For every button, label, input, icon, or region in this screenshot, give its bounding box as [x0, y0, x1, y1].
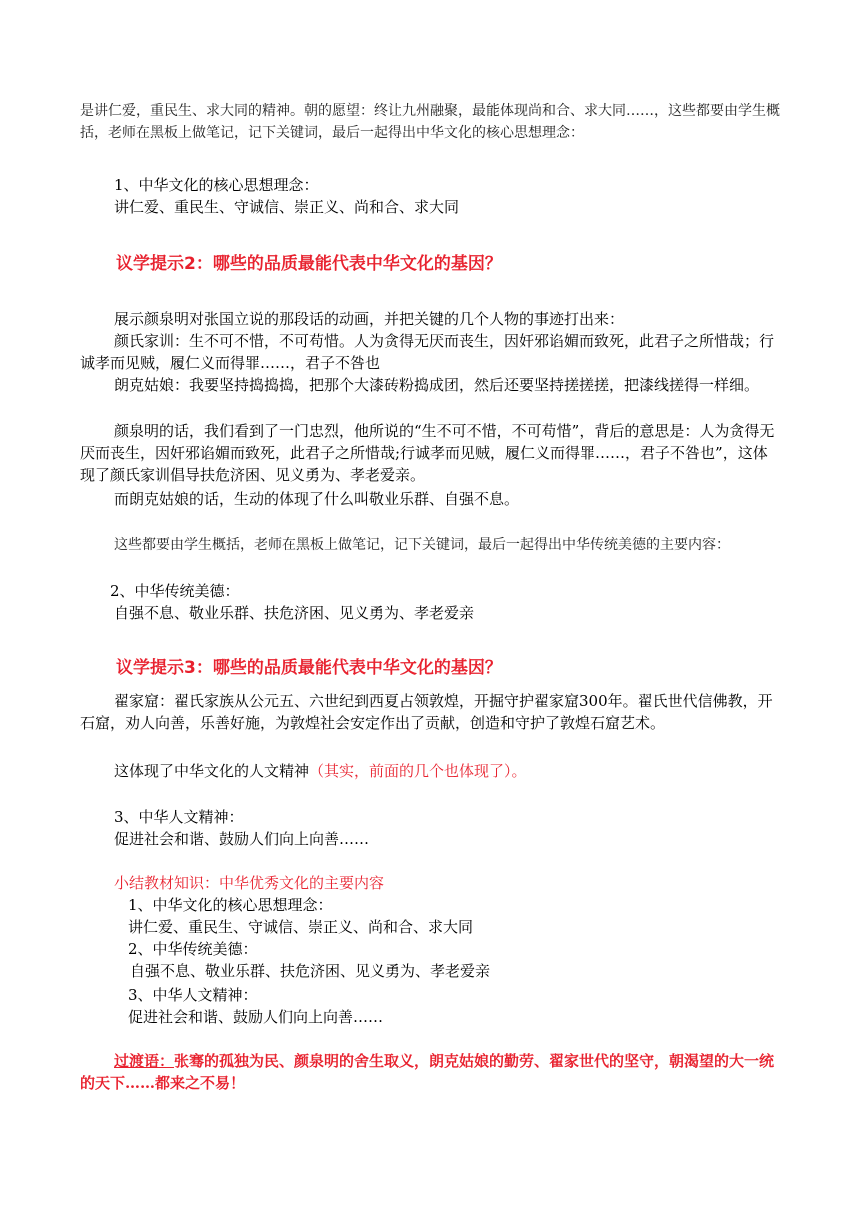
summary-item3-content: 促进社会和谐、鼓励人们向上向善…… — [128, 1008, 384, 1026]
virtues-content: 自强不息、敬业乐群、扶危济困、见义勇为、孝老爱亲 — [114, 604, 475, 622]
transition-label: 过渡语： — [114, 1052, 175, 1070]
summary-item2-title: 2、中华传统美德： — [128, 940, 258, 958]
langke-girl-quote: 朗克姑娘：我要坚持捣捣捣，把那个大漆砖粉捣成团，然后还要坚持搓搓搓，把漆线搓得一样细。 — [114, 376, 760, 394]
virtues-title: 2、中华传统美德： — [110, 582, 240, 600]
section2-heading: 议学提示2：哪些的品质最能代表中华文化的基因？ — [116, 254, 502, 274]
summary-item1-title: 1、中华文化的核心思想理念： — [128, 896, 333, 914]
yan-family-precepts: 颜氏家训：生不可不惜，不可苟惜。人为贪得无厌而丧生，因奸邪谄媚而致死，此君子之所惜哉；行诚孝而见贼，履仁义而得罪……，君子不咎也 — [80, 332, 775, 372]
section3-heading: 议学提示3：哪些的品质最能代表中华文化的基因？ — [116, 658, 502, 678]
section2-intro: 展示颜泉明对张国立说的那段话的动画，并把关键的几个人物的事迹打出来： — [114, 310, 625, 328]
summary-item3-title: 3、中华人文精神： — [128, 986, 258, 1004]
yan-quanming-analysis: 颜泉明的话，我们看到了一门忠烈，他所说的“生不可不惜，不可苟惜”，背后的意思是：人为贪得无厌而丧生，因奸邪谄媚而致死，此君子之所惜哉;行诚孝而见贼，履仁义而得罪……，君子不咎也”，这体现了颜氏家训倡导扶危济困、见义勇为、孝老爱亲。 — [80, 422, 775, 484]
transition-text: 张骞的孤独为民、颜泉明的舍生取义，朗克姑娘的勤劳、翟家世代的坚守，朝渴望的大一统的天下……都来之不易！ — [80, 1052, 775, 1092]
langke-analysis: 而朗克姑娘的话，生动的体现了什么叫敬业乐群、自强不息。 — [114, 490, 520, 508]
intro-paragraph: 是讲仁爱，重民生、求大同的精神。朝的愿望：终让九州融聚，最能体现尚和合、求大同……，这些都要由学生概括，老师在黑板上做笔记，记下关键词，最后一起得出中华文化的核心思想理念： — [80, 103, 780, 141]
humanistic-spirit-main: 这体现了中华文化的人文精神 — [114, 762, 310, 780]
humanistic-spirit-note: （其实，前面的几个也体现了）。 — [309, 762, 527, 780]
core-ideas-title: 1、中华文化的核心思想理念： — [114, 176, 319, 194]
transition-paragraph — [80, 1050, 782, 1094]
summary-item1-content: 讲仁爱、重民生、守诚信、崇正义、尚和合、求大同 — [128, 918, 474, 936]
summary-item2-content: 自强不息、敬业乐群、扶危济困、见义勇为、孝老爱亲 — [130, 962, 491, 980]
zhai-family-cave: 翟家窟：翟氏家族从公元五、六世纪到西夏占领敦煌，开掘守护翟家窟300年。翟氏世代信佛教，开石窟，劝人向善，乐善好施，为敦煌社会安定作出了贡献，创造和守护了敦煌石窟艺术。 — [80, 692, 773, 732]
humanistic-content: 促进社会和谐、鼓励人们向上向善…… — [114, 830, 370, 848]
core-ideas-content: 讲仁爱、重民生、守诚信、崇正义、尚和合、求大同 — [114, 198, 460, 216]
humanistic-title: 3、中华人文精神： — [114, 808, 244, 826]
section2-summary-note: 这些都要由学生概括，老师在黑板上做笔记，记下关键词，最后一起得出中华传统美德的主要内容： — [114, 537, 730, 553]
summary-title: 小结教材知识：中华优秀文化的主要内容 — [114, 874, 385, 892]
humanistic-spirit-sentence — [114, 760, 527, 782]
